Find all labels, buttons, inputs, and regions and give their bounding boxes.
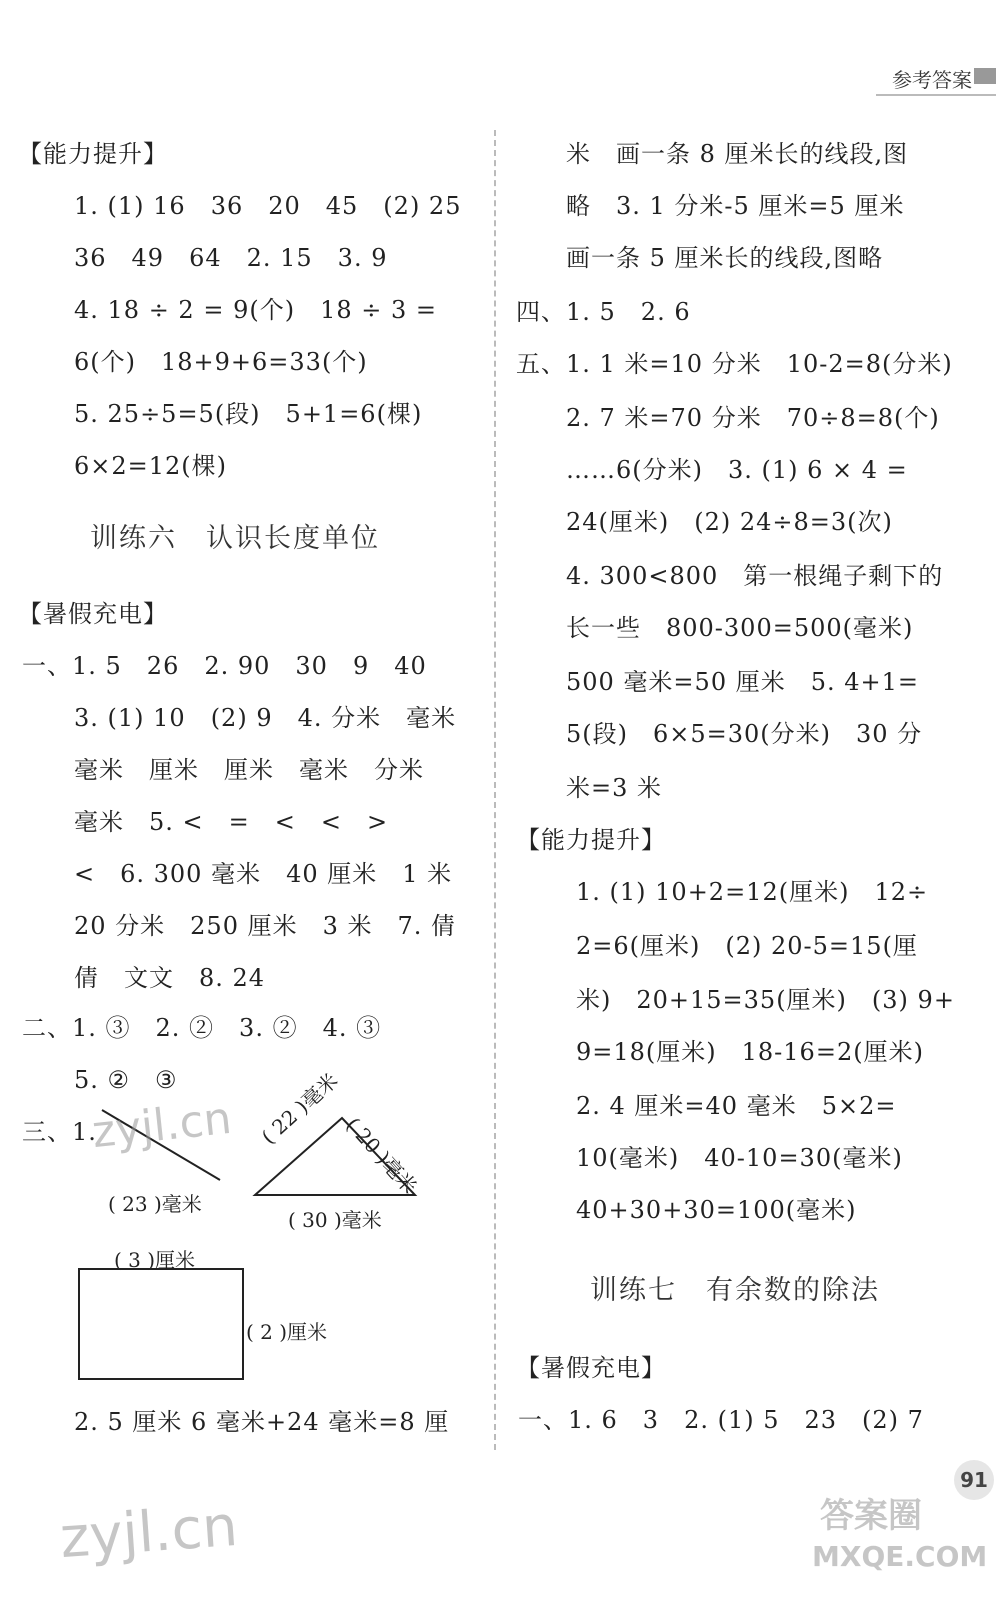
triangle-base-label: ( 30 )毫米 [288, 1208, 382, 1232]
watermark: zyjl.cn [57, 1493, 240, 1572]
section-tag-ability: 【能力提升】 [516, 826, 666, 854]
answer-line: 3. (1) 10 (2) 9 4. 分米 毫米 [74, 704, 457, 732]
triangle-left-label: ( 22 )毫米 [256, 1068, 343, 1149]
answer-line: 2. 4 厘米=40 毫米 5×2= [576, 1092, 897, 1120]
watermark: 答案圈 [820, 1496, 922, 1536]
measured-rectangle [78, 1268, 244, 1380]
header-rule [876, 94, 996, 96]
answer-line: 36 49 64 2. 15 3. 9 [74, 244, 388, 272]
answer-line: 6×2=12(棵) [74, 452, 228, 480]
answer-line: 6(个) 18+9+6=33(个) [74, 348, 368, 376]
answer-line: 1. (1) 10+2=12(厘米) 12÷ [576, 878, 929, 906]
rect-top-label: ( 3 )厘米 [114, 1248, 196, 1272]
triangle-right-label: ( 20 )毫米 [341, 1112, 422, 1199]
answer-line: 5. 25÷5=5(段) 5+1=6(棵) [74, 400, 423, 428]
answer-line: 2. 5 厘米 6 毫米+24 毫米=8 厘 [74, 1408, 450, 1436]
answer-line: 500 毫米=50 厘米 5. 4+1= [566, 668, 919, 696]
header-bar [974, 68, 996, 84]
answer-line: 倩 文文 8. 24 [74, 964, 266, 992]
answer-line: 20 分米 250 厘米 3 米 7. 倩 [74, 912, 457, 940]
answer-line: 一、1. 6 3 2. (1) 5 23 (2) 7 [518, 1406, 924, 1434]
answer-line: 毫米 厘米 厘米 毫米 分米 [74, 756, 424, 784]
answer-line: 四、1. 5 2. 6 [516, 298, 691, 326]
section-tag-summer: 【暑假充电】 [516, 1354, 666, 1382]
answer-line: 毫米 5. < = < < > [74, 808, 389, 836]
answer-line: < 6. 300 毫米 40 厘米 1 米 [74, 860, 453, 888]
column-divider [494, 130, 496, 1450]
answer-line: 米 画一条 8 厘米长的线段,图 [566, 140, 909, 168]
watermark: MXQE.COM [812, 1540, 988, 1573]
page-number: 91 [954, 1460, 994, 1500]
answer-line: 4. 300<800 第一根绳子剩下的 [566, 562, 944, 590]
answer-line: 10(毫米) 40-10=30(毫米) [576, 1144, 903, 1172]
section-tag-summer: 【暑假充电】 [18, 600, 168, 628]
section-tag-ability: 【能力提升】 [18, 140, 168, 168]
answer-line: 24(厘米) (2) 24÷8=3(次) [566, 508, 893, 536]
line-length-label: ( 23 )毫米 [108, 1192, 202, 1216]
answer-line: ……6(分米) 3. (1) 6 × 4 = [566, 456, 908, 484]
header-label: 参考答案 [892, 68, 972, 92]
rect-right-label: ( 2 )厘米 [246, 1320, 328, 1344]
answer-line: 二、1. ③ 2. ② 3. ② 4. ③ [22, 1014, 382, 1042]
answer-line: 略 3. 1 分米-5 厘米=5 厘米 [566, 192, 905, 220]
answer-line: 2=6(厘米) (2) 20-5=15(厘 [576, 932, 918, 960]
section-title-training-7: 训练七 有余数的除法 [590, 1275, 880, 1306]
answer-line: 五、1. 1 米=10 分米 10-2=8(分米) [516, 350, 953, 378]
answer-line: 三、1. [22, 1118, 97, 1146]
answer-line: 1. (1) 16 36 20 45 (2) 25 [74, 192, 462, 220]
answer-line: 5(段) 6×5=30(分米) 30 分 [566, 720, 923, 748]
answer-line: 画一条 5 厘米长的线段,图略 [566, 244, 884, 272]
answer-line: 米=3 米 [566, 774, 663, 802]
section-title-training-6: 训练六 认识长度单位 [90, 523, 380, 554]
answer-line: 一、1. 5 26 2. 90 30 9 40 [22, 652, 427, 680]
answer-line: 长一些 800-300=500(毫米) [566, 614, 914, 642]
answer-line: 9=18(厘米) 18-16=2(厘米) [576, 1038, 924, 1066]
answer-line: 4. 18 ÷ 2 = 9(个) 18 ÷ 3 = [74, 296, 437, 324]
answer-line: 2. 7 米=70 分米 70÷8=8(个) [566, 404, 940, 432]
answer-line: 5. ② ③ [74, 1066, 178, 1094]
watermark: zyjl.cn [89, 1092, 234, 1159]
answer-line: 40+30+30=100(毫米) [576, 1196, 857, 1224]
answer-line: 米) 20+15=35(厘米) (3) 9+ [576, 986, 955, 1014]
